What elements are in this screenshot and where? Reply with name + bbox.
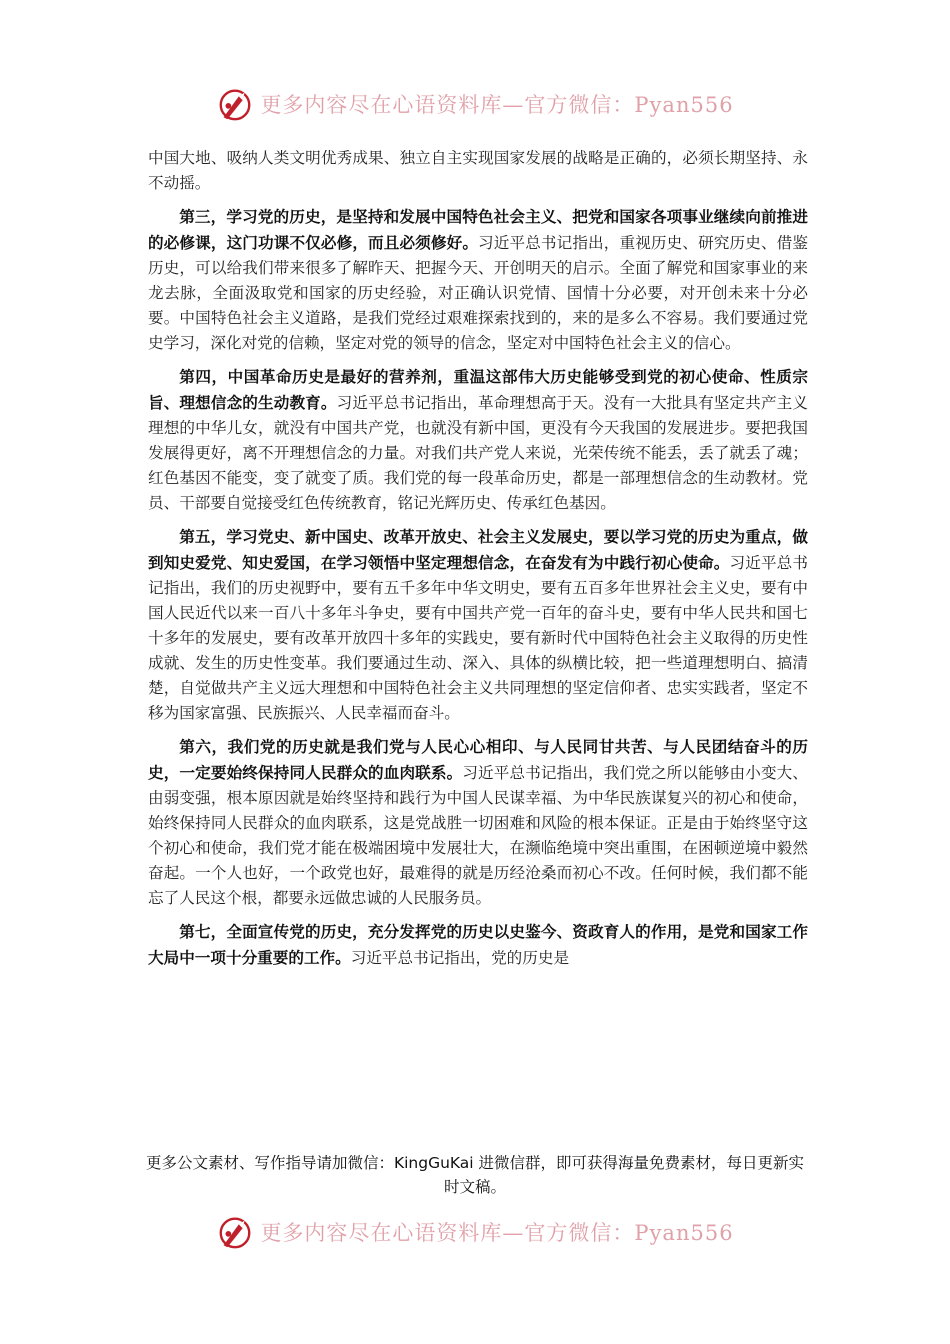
paragraph-continuation — [148, 146, 808, 196]
paragraph-heading: 第五，学习党史、新中国史、改革开放史、社会主义发展史，要以学习党的历史为重点，做到知史爱党、知史爱国，在学习领悟中坚定理想信念，在奋发有为中践行初心使命。 — [148, 527, 808, 572]
footer-banner — [0, 1210, 950, 1254]
paragraph-point-four — [148, 364, 808, 516]
paragraph-text: 中国大地、吸纳人类文明优秀成果、独立自主实现国家发展的战略是正确的，必须长期坚持、永不动摇。 — [148, 149, 808, 192]
paragraph-point-seven — [148, 919, 808, 971]
pen-nib-logo-icon — [216, 85, 254, 123]
paragraph-heading: 第七，全面宣传党的历史，充分发挥党的历史以史鉴今、资政育人的作用，是党和国家工作大局中一项十分重要的工作。 — [148, 922, 808, 967]
paragraph-text: 习近平总书记指出，革命理想高于天。没有一大批具有坚定共产主义理想的中华儿女，就没有中国共产党，也就没有新中国，更没有今天我国的发展进步。要把我国发展得更好，离不开理想信念的力量。对我们共产党人来说，光荣传统不能丢，丢了就丢了魂；红色基因不能变，变了就变了质。我们党的每一段革命历史，都是一部理想信念的生动教材。党员、干部要自觉接受红色传统教育，铭记光辉历史、传承红色基因。 — [148, 394, 808, 512]
banner-text: 更多内容尽在心语资料库—官方微信：Pyan556 — [260, 1221, 734, 1245]
paragraph-heading: 第六，我们党的历史就是我们党与人民心心相印、与人民同甘共苦、与人民团结奋斗的历史，一定要始终保持同人民群众的血肉联系。 — [148, 737, 808, 782]
paragraph-text: 习近平总书记指出，我们党之所以能够由小变大、由弱变强，根本原因就是始终坚持和践行为中国人民谋幸福、为中华民族谋复兴的初心和使命，始终保持同人民群众的血肉联系，这是党战胜一切困难和风险的根本保证。正是由于始终坚守这个初心和使命，我们党才能在极端困境中发展壮大，在濒临绝境中突出重围，在困顿逆境中毅然奋起。一个人也好，一个政党也好，最难得的就是历经沧桑而初心不改。任何时候，我们都不能忘了人民这个根，都要永远做忠诚的人民服务员。 — [148, 764, 808, 907]
paragraph-heading: 第三，学习党的历史，是坚持和发展中国特色社会主义、把党和国家各项事业继续向前推进的必修课，这门功课不仅必修，而且必须修好。 — [148, 207, 808, 252]
pen-nib-logo-icon — [216, 1213, 254, 1251]
paragraph-point-six — [148, 734, 808, 911]
paragraph-heading: 第四，中国革命历史是最好的营养剂，重温这部伟大历史能够受到党的初心使命、性质宗旨、理想信念的生动教育。 — [148, 367, 808, 412]
footer-note: 更多公文素材、写作指导请加微信：KingGuKai 进微信群，即可获得海量免费素材，每日更新实时文稿。 — [145, 1154, 805, 1196]
document-body — [148, 146, 808, 979]
paragraph-point-three — [148, 204, 808, 356]
paragraph-text: 习近平总书记指出，重视历史、研究历史、借鉴历史，可以给我们带来很多了解昨天、把握今天、开创明天的启示。全面了解党和国家事业的来龙去脉，全面汲取党和国家的历史经验，对正确认识党情、国情十分必要，对开创未来十分必要。中国特色社会主义道路，是我们党经过艰难探索找到的，来的是多么不容易。我们要通过党史学习，深化对党的信赖，坚定对党的领导的信念，坚定对中国特色社会主义的信心。 — [148, 234, 808, 352]
header-banner — [0, 82, 950, 126]
banner-text: 更多内容尽在心语资料库—官方微信：Pyan556 — [260, 93, 734, 117]
paragraph-point-five — [148, 524, 808, 726]
paragraph-text: 习近平总书记指出，党的历史是 — [350, 949, 570, 967]
paragraph-text: 习近平总书记指出，我们的历史视野中，要有五千多年中华文明史，要有五百多年世界社会主义史，要有中国人民近代以来一百八十多年斗争史，要有中国共产党一百年的奋斗史，要有中华人民共和国七十多年的发展史，要有改革开放四十多年的实践史，要有新时代中国特色社会主义取得的历史性成就、发生的历史性变革。我们要通过生动、深入、具体的纵横比较，把一些道理想明白、搞清楚，自觉做共产主义远大理想和中国特色社会主义共同理想的坚定信仰者、忠实实践者，坚定不移为国家富强、民族振兴、人民幸福而奋斗。 — [148, 554, 808, 722]
